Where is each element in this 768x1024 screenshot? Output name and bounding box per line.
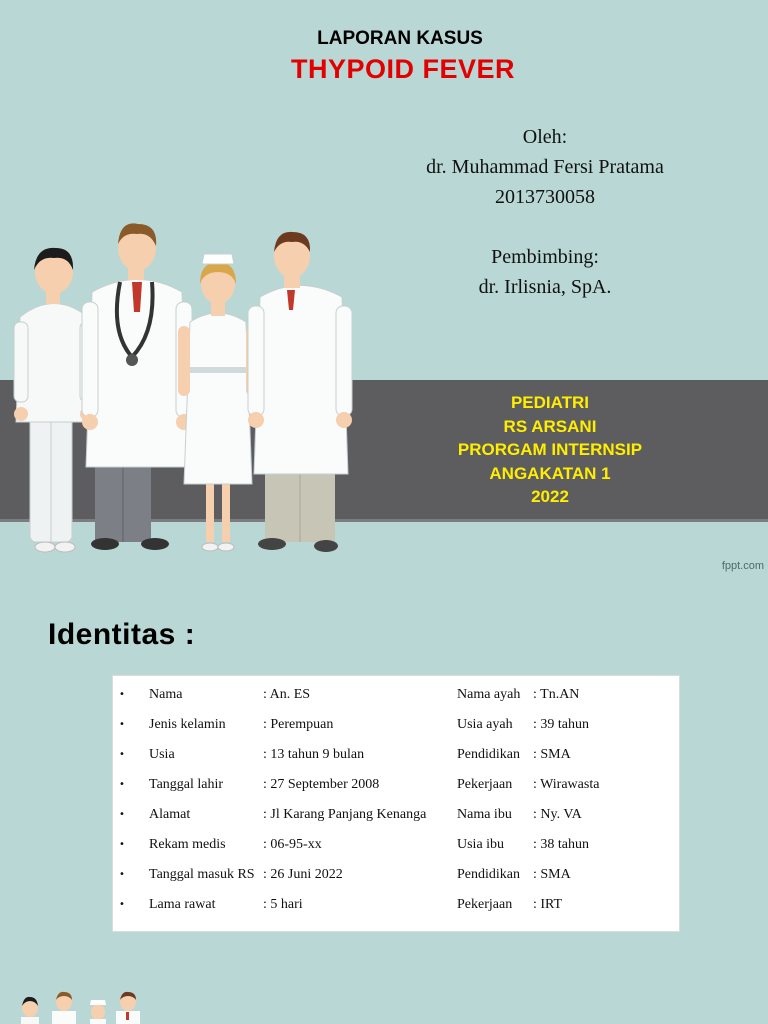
report-type-heading: LAPORAN KASUS xyxy=(317,28,483,49)
band-line-batch: ANGAKATAN 1 xyxy=(489,463,611,483)
watermark-text: fppt.com xyxy=(721,560,764,572)
bullet-icon: • xyxy=(119,749,125,760)
doctor-figure xyxy=(248,232,352,552)
mini-staff-illustration xyxy=(18,990,153,1024)
bullet-icon: • xyxy=(119,869,125,880)
supervisor-name: dr. Irlisnia, SpA. xyxy=(478,276,612,298)
author-name: dr. Muhammad Fersi Pratama xyxy=(426,156,664,178)
case-title: THYPOID FEVER xyxy=(290,54,516,84)
identity-row: • Tanggal masuk RS : 26 Juni 2022 Pendidikan : SMA xyxy=(119,867,571,882)
author-label: Oleh: xyxy=(522,126,568,148)
identity-slide xyxy=(0,590,768,1024)
female-nurse-figure xyxy=(178,254,258,551)
identity-row: • Alamat : Jl Karang Panjang Kenanga Nama ibu : Ny. VA xyxy=(119,807,582,822)
author-id: 2013730058 xyxy=(495,186,595,208)
bullet-icon: • xyxy=(119,719,125,730)
identity-row: • Jenis kelamin : Perempuan Usia ayah : 39 tahun xyxy=(119,717,589,732)
bullet-icon: • xyxy=(119,689,125,700)
band-line-department: PEDIATRI xyxy=(510,393,590,412)
bullet-icon: • xyxy=(119,839,125,850)
author-block xyxy=(330,122,760,302)
supervisor-label: Pembimbing: xyxy=(491,246,599,268)
bullet-icon: • xyxy=(119,809,125,820)
medical-staff-illustration xyxy=(10,222,355,564)
doctor-stethoscope-figure xyxy=(82,223,192,550)
bullet-icon: • xyxy=(119,899,125,910)
bullet-icon: • xyxy=(119,779,125,790)
identity-heading: Identitas : xyxy=(48,618,196,651)
band-line-hospital: RS ARSANI xyxy=(503,416,597,436)
identity-table xyxy=(112,675,680,932)
identity-row: • Nama : An. ES Nama ayah : Tn.AN xyxy=(119,687,580,702)
band-text-block xyxy=(400,391,700,509)
identity-row: • Tanggal lahir : 27 September 2008 Pekerjaan : Wirawasta xyxy=(119,777,600,792)
identity-row: • Lama rawat : 5 hari Pekerjaan : IRT xyxy=(119,897,563,912)
band-line-program: PRORGAM INTERNSIP xyxy=(457,440,643,459)
band-line-year: 2022 xyxy=(531,487,569,506)
identity-row: • Rekam medis : 06-95-xx Usia ibu : 38 tahun xyxy=(119,837,589,852)
identity-row: • Usia : 13 tahun 9 bulan Pendidikan : SMA xyxy=(119,747,571,762)
